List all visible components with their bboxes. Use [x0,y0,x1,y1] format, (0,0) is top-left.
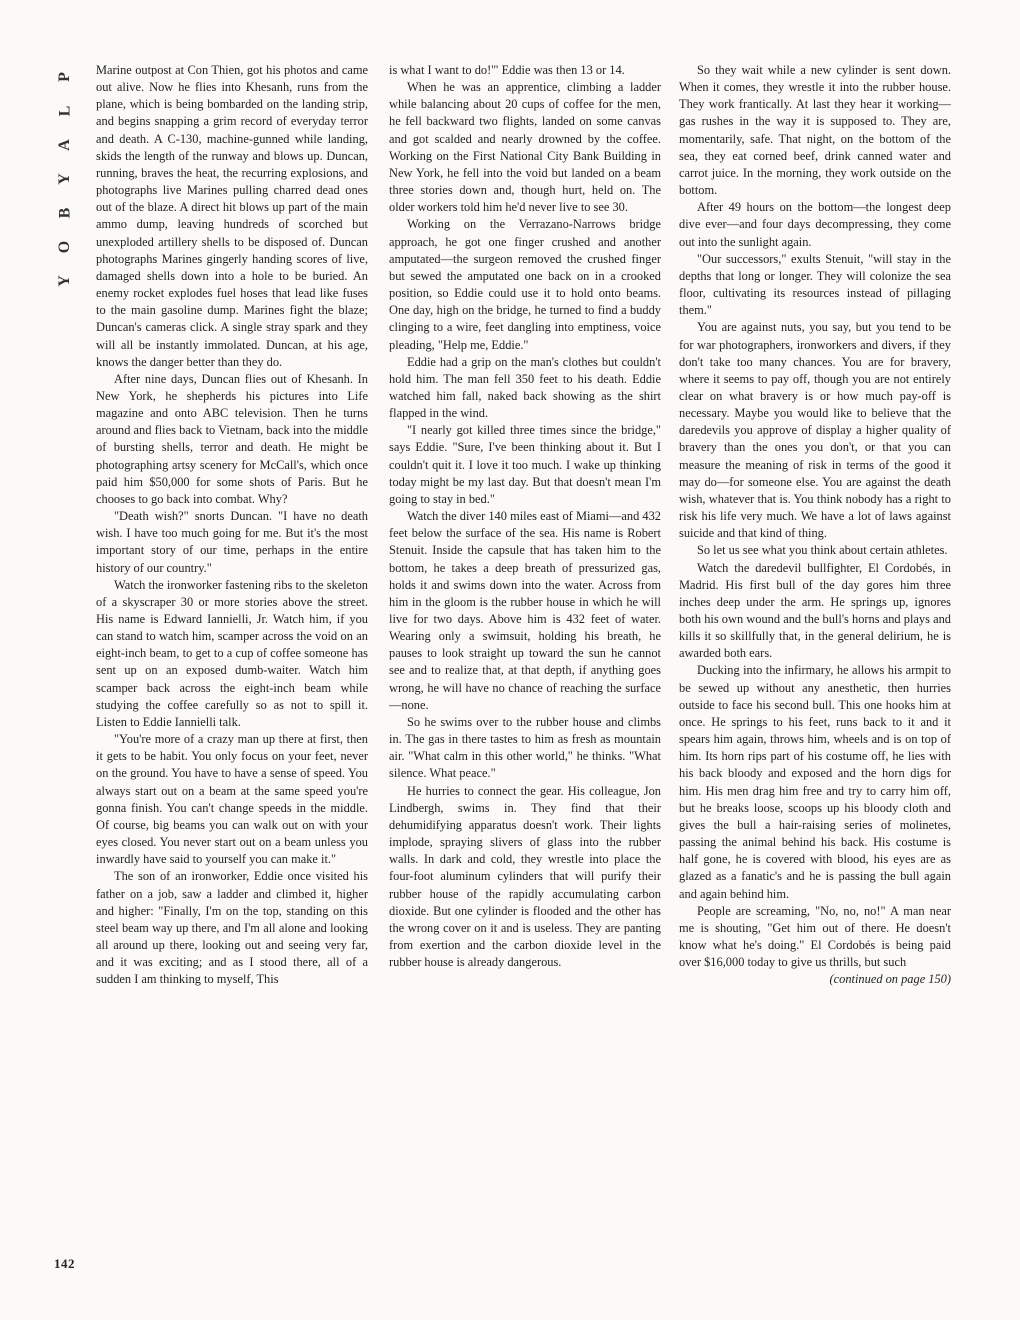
sidebar-letter: P [56,72,73,82]
paragraph: So let us see what you think about certain athletes. [697,543,948,558]
magazine-name-vertical [52,60,78,298]
paragraph: Marine outpost at Con Thien, got his photos and came out alive. Now he flies into Khesanh, runs from the plane, which is being bombarded on the landing strip, and begins snapping a grim record of everyday terror and death. A C-130, machine-gunned while landing, skids the length of the runway and blows up. Duncan, running, braves the heat, the recurring explosions, and photographs live Marines pulling charred dead ones out of the blaze. A direct hit blows up part of the main ammo dump, leaving hundreds of scorched but unexploded artillery shells to be disposed of. Duncan photographs Marines gingerly handing scores of live, damaged shells down into a hole to be buried. An enemy rocket explodes fuel hoses that lead like fuses to the main gasoline dump. Marines fight the blaze; Duncan's cameras click. A single stray spark and they will all be instantly immolated. Duncan, at his age, knows the danger better than they do. [96,63,368,369]
paragraph: So he swims over to the rubber house and climbs in. The gas in there tastes to him as fresh as mountain air. "What calm in this other world," he thinks. "What silence. What peace." [389,714,661,781]
paragraph: Ducking into the infirmary, he allows his armpit to be sewed up without any anesthetic, then hurries outside to face his second bull. This one hooks him at once. He springs to his feet, runs back to it and it spears him again, throws him, wheels and is on top of him. Its horn rips part of his costume off, he lies with his back bloody and exposed and the horn digs for him. His men drag him free and try to carry him off, but he breaks loose, scoops up his bloody cloth and gives the bull a hair-raising series of molinetes, passing the animal behind his back. His costume is half gone, he is covered with blood, his eyes are as glazed as a fanatic's and he is passing the bull again and again behind him. [679,663,951,901]
sidebar-letter: A [56,139,73,151]
sidebar-letter: B [55,207,73,219]
paragraph: Watch the daredevil bullfighter, El Cordobés, in Madrid. His first bull of the day gores him three inches deep under the arm. He springs up, ignores both his own wound and the bull's horns and plays and kills it so skillfully that, in the general delirium, he is awarded both ears. [679,560,951,661]
text-column-3 [679,62,951,1282]
paragraph: Eddie had a grip on the man's clothes but couldn't hold him. The man fell 350 feet to his death. Eddie watched him fall, naked back showing as the shirt flapped in the wind. [389,354,661,421]
sidebar-letter: Y [56,275,73,287]
paragraph: Watch the ironworker fastening ribs to the skeleton of a skyscraper 30 or more stories above the street. His name is Edward Iannielli, Jr. Watch him, if you can stand to watch him, scamper across the void on an eight-inch beam, to get to a cup of coffee someone has sent up on an exposed dumb-waiter. Watch him scamper back across the eight-inch beam while studying the coffee carefully so as not to spill it. Listen to Eddie Iannielli talk. [96,577,368,729]
paragraph: You are against nuts, you say, but you tend to be for war photographers, ironworkers and divers, if they don't take too many chances. You are for bravery, where it seems to pay off, though you are not entirely clear on what bravery is or how much pay-off is necessary. Maybe you would like to believe that the daredevils you approve of display a higher quality of bravery than the ones you don't, or that you can measure the meaning of risk in terms of the good it may do—for someone else. You are against the death wish, whatever that is. You think nobody has a right to risk his life very much. We have a lot of laws against suicide and that kind of thing. [679,320,951,541]
paragraph: The son of an ironworker, Eddie once visited his father on a job, saw a ladder and climbed it, higher and higher: "Finally, I'm on the top, standing on this steel beam way up there, and I'm all alone and looking all around up there, looking out and seeing very far, and it was exciting; and as I stood there, all of a sudden I am thinking to myself, This [96,869,368,987]
paragraph: "I nearly got killed three times since the bridge," says Eddie. "Sure, I've been thinking about it. But I couldn't quit it. I love it too much. I wake up thinking today might be my last day. But that doesn't mean I'm going to stay in bed." [389,423,661,506]
paragraph: "Death wish?" snorts Duncan. "I have no death wish. I have too much going for me. But it's the most important story of our time, perhaps in the entire history of our country." [96,509,368,575]
paragraph: Watch the diver 140 miles east of Miami—and 432 feet below the surface of the sea. His name is Robert Stenuit. Inside the capsule that has taken him to the bottom, he takes a deep breath of pressurized gas, holds it and swims down into the water. Across from him in the gloom is the rubber house in which he will live for two days. Above him is 432 feet of water. Wearing only a swimsuit, holding his breath, he pauses to look straight up toward the sun he cannot see and to realize that, at that depth, if anything goes wrong, he will have no chance of reaching the surface—none. [389,509,661,712]
paragraph: People are screaming, "No, no, no!" A man near me is shouting, "Get him out of there. He doesn't know what he's doing." El Cordobés is being paid over $16,000 today to give us thrills, but such [679,903,951,970]
paragraph: "You're more of a crazy man up there at first, then it gets to be habit. You only focus on your feet, never on the ground. You have to have a sense of speed. You always start out on a beam at the same speed you're gonna finish. You can't change speeds in the middle. Of course, big beams you can walk out on with your eyes closed. You never start out on a beam unless you inwardly have said to yourself you can make it." [96,732,368,867]
paragraph: When he was an apprentice, climbing a ladder while balancing about 20 cups of coffee for the men, he fell backward two flights, landed on some canvas and got scalded and nearly drowned by the coffee. Working on the First National City Bank Building in New York, he fell into the void but landed on a beam three stories down and, though hurt, held on. The older workers told him he'd never live to see 30. [389,80,661,215]
paragraph: "Our successors," exults Stenuit, "will stay in the depths that long or longer. They will colonize the sea floor, cultivating its resources instead of pillaging them." [679,251,951,318]
sidebar-letter: Y [56,173,73,185]
text-column-2 [389,62,661,1282]
page-number: 142 [54,1256,75,1271]
paragraph: Working on the Verrazano-Narrows bridge approach, he got one finger crushed and another amputated—the surgeon removed the crushed finger but sewed the amputated one back on in a crooked position, so Eddie could use it to hold onto beams. One day, high on the bridge, he turned to find a buddy clinging to a wire, feet dangling into emptiness, voice pleading, "Help me, Eddie." [389,217,661,352]
paragraph: So they wait while a new cylinder is sent down. When it comes, they wrestle it into the rubber house. They work frantically. At last they hear it working—gas rushes in the way it is supposed to. They are, momentarily, safe. That night, on the bottom of the sea, they eat corned beef, drink canned water and carrot juice. In the morning, they work outside on the bottom. [679,63,951,198]
paragraph: After 49 hours on the bottom—the longest deep dive ever—and four days decompressing, they come out into the sunlight again. [679,200,951,249]
text-column-1 [96,62,368,1282]
paragraph: He hurries to connect the gear. His colleague, Jon Lindbergh, swims in. They find that their dehumidifying apparatus doesn't work. Their lights implode, spraying slivers of glass into the rubber walls. In dark and cold, they wrestle into place the four-foot aluminum cylinders that will purify their rubber house of the rapidly accumulating carbon dioxide. But one cylinder is flooded and the other has the wrong cover on it and is useless. They are panting from exertion and the carbon dioxide level in the rubber house is already dangerous. [389,783,661,970]
paragraph: is what I want to do!'" Eddie was then 13 or 14. [389,63,625,77]
paragraph: After nine days, Duncan flies out of Khesanh. In New York, he shepherds his pictures into Life magazine and onto ABC television. Then he turns around and flies back to Vietnam, back into the middle of bursting shells, terror and death. He might be photographing artsy scenery for McCall's, which once paid him $50,000 for some shots of Paris. But he chooses to go back into combat. Why? [96,371,368,506]
sidebar-letter: L [55,105,73,117]
continued-note[interactable]: (continued on page 150) [829,972,951,987]
sidebar-letter: O [55,240,73,254]
